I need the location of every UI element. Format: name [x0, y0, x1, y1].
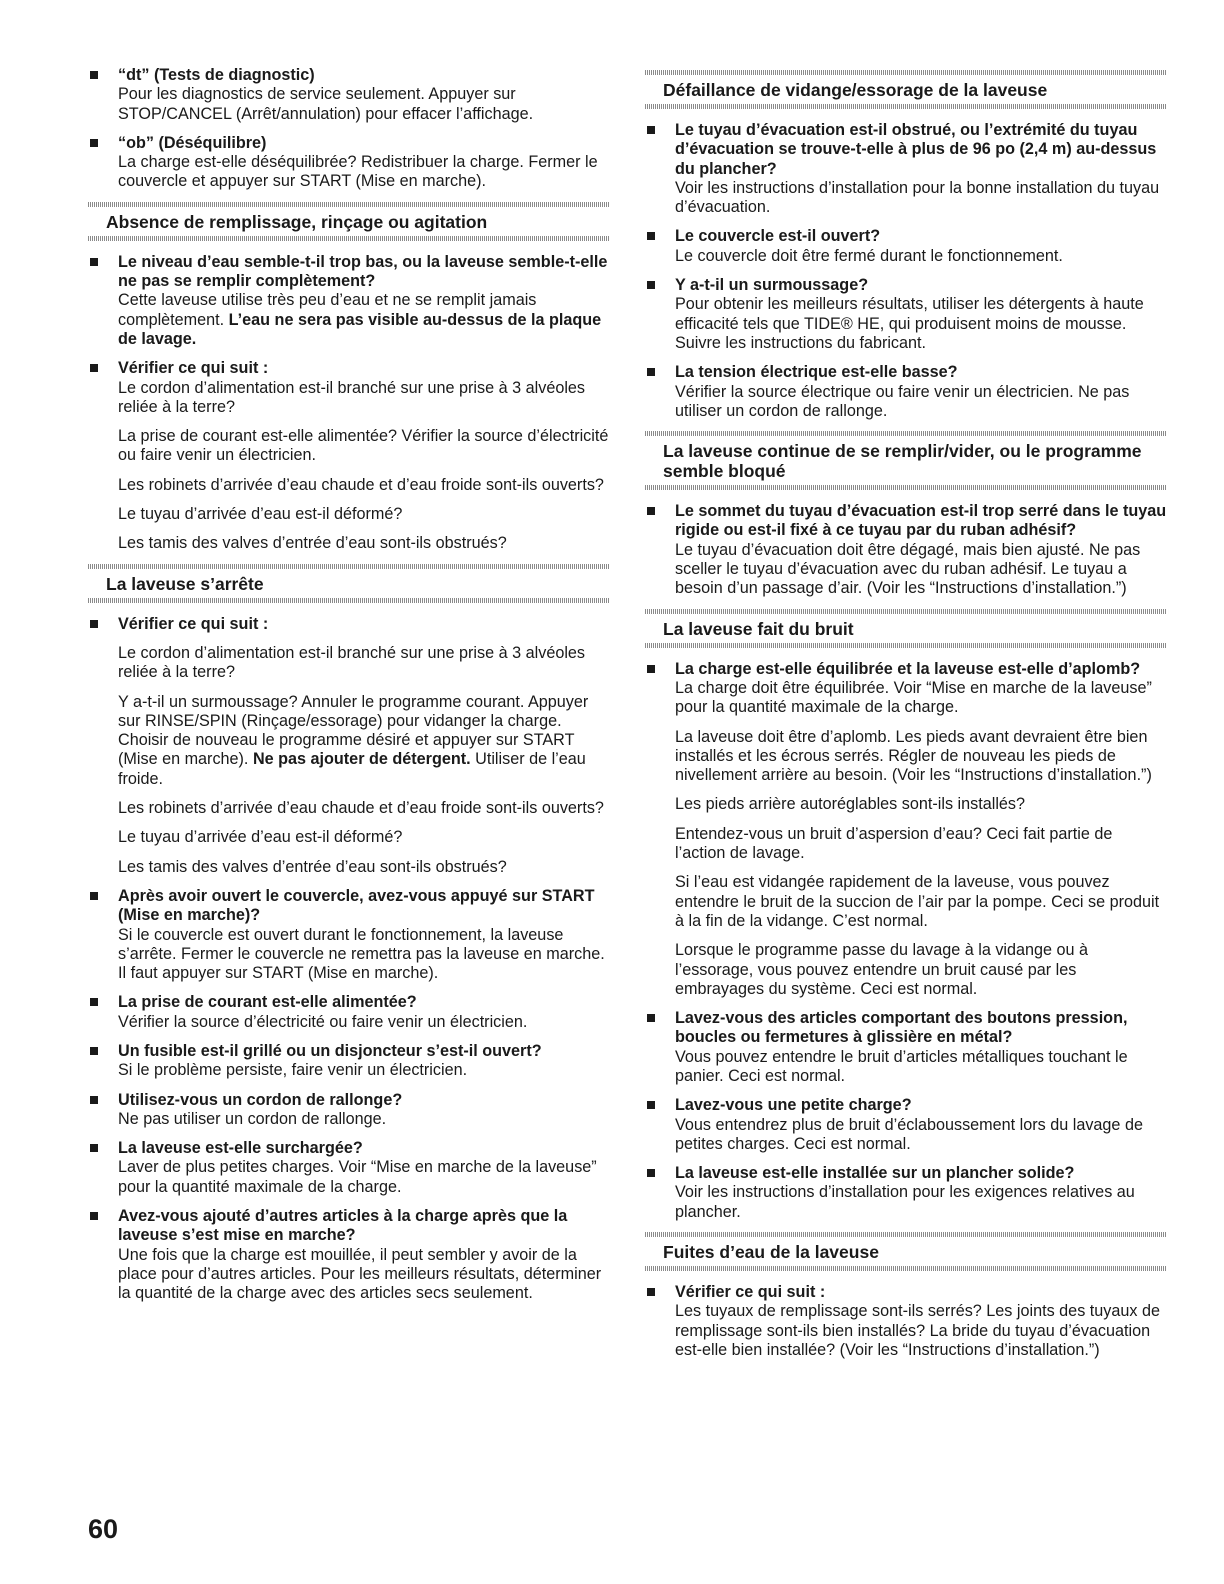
item-question: Vérifier ce qui suit : — [118, 359, 269, 378]
dotted-rule — [645, 485, 1167, 490]
list-item — [645, 1009, 1167, 1086]
list-item — [645, 276, 1167, 353]
item-text: Vérifier la source d’électricité ou faire venir un électricien. — [118, 1012, 528, 1031]
item-text: Le cordon d’alimentation est-il branché sur une prise à 3 alvéoles reliée à la terre? — [118, 378, 586, 416]
item-question: Le sommet du tuyau d’évacuation est-il trop serré dans le tuyau rigide ou est-il fixé à ce tuyau par du ruban adhésif? — [675, 502, 1167, 540]
list-item — [645, 1164, 1167, 1222]
bullet-icon — [90, 998, 98, 1006]
item-text-part: Cette laveuse utilise très peu d’eau et ne se remplit jamais complètement. — [118, 291, 537, 329]
section-title: La laveuse fait du bruit — [663, 618, 854, 639]
bullet-icon — [647, 665, 655, 673]
item-question: “ob” (Déséquilibre) — [118, 133, 267, 152]
item-paragraph — [118, 693, 610, 789]
item-paragraph: Les pieds arrière autoréglables sont-ils installés? — [675, 795, 1026, 814]
bullet-icon — [90, 258, 98, 266]
list-item — [645, 1283, 1167, 1360]
item-question: Vérifier ce qui suit : — [675, 1283, 826, 1302]
item-paragraph: Le tuyau d’arrivée d’eau est-il déformé? — [118, 505, 403, 524]
bullet-icon — [647, 1101, 655, 1109]
section-heading — [88, 202, 610, 241]
item-paragraph: Le tuyau d’arrivée d’eau est-il déformé? — [118, 828, 403, 847]
bullet-icon — [647, 232, 655, 240]
item-paragraph: Les robinets d’arrivée d’eau chaude et d’eau froide sont-ils ouverts? — [118, 799, 604, 818]
item-text-bold: Ne pas ajouter de détergent. — [252, 750, 471, 769]
item-paragraph: Entendez-vous un bruit d’aspersion d’eau? Ceci fait partie de l’action de lavage. — [675, 824, 1113, 863]
dotted-rule — [645, 643, 1167, 648]
item-question: Lavez-vous des articles comportant des boutons pression, boucles ou fermetures à glissière en métal? — [675, 1009, 1128, 1047]
item-text: La charge doit être équilibrée. Voir “Mise en marche de la laveuse” pour la quantité maximale de la charge. — [675, 678, 1152, 717]
item-text — [118, 291, 610, 349]
bullet-icon — [647, 368, 655, 376]
bullet-icon — [647, 281, 655, 289]
section-title: Absence de remplissage, rinçage ou agitation — [106, 211, 488, 232]
left-column — [88, 66, 610, 1314]
item-text: Si le couvercle est ouvert durant le fonctionnement, la laveuse s’arrête. Fermer le couvercle ne remettra pas la laveuse en marche. Il faut appuyer sur START (Mise en marche). — [118, 925, 605, 983]
item-text: Laver de plus petites charges. Voir “Mise en marche de la laveuse” pour la quantité maximale de la charge. — [118, 1158, 597, 1196]
item-paragraph: Le cordon d’alimentation est-il branché sur une prise à 3 alvéoles reliée à la terre? — [118, 643, 586, 682]
item-text: Vous entendrez plus de bruit d’éclaboussement lors du lavage de petites charges. Ceci est normal. — [675, 1115, 1143, 1153]
section-heading — [645, 1232, 1167, 1271]
item-question: Utilisez-vous un cordon de rallonge? — [118, 1090, 403, 1109]
bullet-icon — [90, 364, 98, 372]
item-text: Pour les diagnostics de service seulement. Appuyer sur STOP/CANCEL (Arrêt/annulation) pour effacer l’affichage. — [118, 85, 534, 123]
bullet-icon — [90, 892, 98, 900]
bullet-icon — [647, 1169, 655, 1177]
item-question: Vérifier ce qui suit : — [118, 614, 269, 633]
item-question: La tension électrique est-elle basse? — [675, 363, 958, 382]
item-text: Vous pouvez entendre le bruit d’articles métalliques touchant le panier. Ceci est normal. — [675, 1047, 1128, 1085]
section-heading — [88, 564, 610, 603]
bullet-icon — [647, 1288, 655, 1296]
item-question: Après avoir ouvert le couvercle, avez-vous appuyé sur START (Mise en marche)? — [118, 886, 595, 925]
list-item — [88, 1091, 610, 1130]
list-item — [645, 227, 1167, 266]
item-text: Si le problème persiste, faire venir un électricien. — [118, 1061, 468, 1080]
item-text: Le couvercle doit être fermé durant le fonctionnement. — [675, 246, 1063, 265]
item-question: Le couvercle est-il ouvert? — [675, 227, 881, 246]
section-title: Fuites d’eau de la laveuse — [663, 1242, 879, 1263]
bullet-icon — [647, 126, 655, 134]
bullet-icon — [90, 1096, 98, 1104]
bullet-icon — [90, 1212, 98, 1220]
item-text-bold: L’eau ne sera pas visible au-dessus de la plaque de lavage. — [118, 310, 602, 348]
item-text: Les tuyaux de remplissage sont-ils serrés? Les joints des tuyaux de remplissage sont-ils bien installés? La bride du tuyau d’évacuation est-elle bien installée? (Voir les “Instructions d’installation.”) — [675, 1302, 1160, 1359]
bullet-icon — [90, 1144, 98, 1152]
bullet-icon — [90, 620, 98, 628]
section-title: La laveuse continue de se remplir/vider, ou le programme semble bloqué — [663, 441, 1142, 482]
dotted-rule — [645, 1266, 1167, 1271]
item-question: La laveuse est-elle installée sur un plancher solide? — [675, 1164, 1075, 1183]
item-text-part: Utiliser de l’eau froide. — [118, 750, 586, 788]
bullet-icon — [90, 71, 98, 79]
bullet-icon — [647, 507, 655, 515]
section-title: La laveuse s’arrête — [106, 573, 264, 594]
list-item — [645, 363, 1167, 421]
list-item — [88, 1042, 610, 1081]
section-heading — [645, 431, 1167, 490]
list-item — [645, 121, 1167, 217]
section-heading — [645, 609, 1167, 648]
item-question: Avez-vous ajouté d’autres articles à la charge après que la laveuse s’est mise en marche? — [118, 1207, 568, 1245]
item-paragraph: La prise de courant est-elle alimentée? Vérifier la source d’électricité ou faire venir un électricien. — [118, 427, 609, 465]
list-item — [645, 502, 1167, 598]
item-question: Le niveau d’eau semble-t-il trop bas, ou la laveuse semble-t-elle ne pas se remplir complètement? — [118, 252, 608, 291]
item-paragraph: Lorsque le programme passe du lavage à la vidange ou à l’essorage, vous pouvez entendre un bruit causé par les embrayages du système. Ceci est normal. — [675, 941, 1089, 998]
list-item — [645, 660, 1167, 999]
page-number: 60 — [88, 1514, 119, 1544]
list-item — [88, 66, 610, 124]
item-text: Ne pas utiliser un cordon de rallonge. — [118, 1109, 387, 1128]
section-heading — [645, 70, 1167, 109]
item-text: Vérifier la source électrique ou faire venir un électricien. Ne pas utiliser un cordon de rallonge. — [675, 382, 1130, 420]
item-text: Pour obtenir les meilleurs résultats, utiliser les détergents à haute efficacité tels que TIDE® HE, qui produisent moins de mousse. Suivre les instructions du fabricant. — [675, 295, 1144, 352]
bullet-icon — [90, 1047, 98, 1055]
dotted-rule — [645, 104, 1167, 109]
right-column — [645, 66, 1167, 1370]
list-item — [88, 887, 610, 983]
item-question: Y a-t-il un surmoussage? — [675, 276, 869, 295]
list-item — [88, 993, 610, 1032]
item-question: Un fusible est-il grillé ou un disjoncteur s’est-il ouvert? — [118, 1041, 542, 1060]
item-paragraph: Les robinets d’arrivée d’eau chaude et d’eau froide sont-ils ouverts? — [118, 475, 604, 494]
item-question: Lavez-vous une petite charge? — [675, 1096, 912, 1115]
item-text: Une fois que la charge est mouillée, il peut sembler y avoir de la place pour d’autres articles. Pour les meilleurs résultats, déterminer la quantité de la charge avec des articles secs seulement. — [118, 1245, 602, 1303]
item-question: Le tuyau d’évacuation est-il obstrué, ou l’extrémité du tuyau d’évacuation se trouve-t-elle à plus de 96 po (2,4 m) au-dessus du plancher? — [675, 121, 1157, 178]
item-text: Voir les instructions d’installation pour les exigences relatives au plancher. — [675, 1183, 1135, 1221]
item-paragraph: Les tamis des valves d’entrée d’eau sont-ils obstrués? — [118, 534, 507, 553]
item-question: La laveuse est-elle surchargée? — [118, 1139, 363, 1158]
item-paragraph: La laveuse doit être d’aplomb. Les pieds avant devraient être bien installés et les écrous serrés. Régler de nouveau les pieds de nivellement arrière au besoin. (Voir les “Instructions d’installation.”) — [675, 727, 1152, 785]
item-paragraph: Si l’eau est vidangée rapidement de la laveuse, vous pouvez entendre le bruit de la succion de l’air par la pompe. Ceci se produit à la fin de la vidange. C’est normal. — [675, 873, 1160, 930]
list-item — [88, 615, 610, 877]
item-text: La charge est-elle déséquilibrée? Redistribuer la charge. Fermer le couvercle et appuyer sur START (Mise en marche). — [118, 153, 598, 191]
dotted-rule — [88, 236, 610, 241]
item-question: La prise de courant est-elle alimentée? — [118, 993, 417, 1012]
list-item — [88, 1207, 610, 1303]
bullet-icon — [90, 139, 98, 147]
list-item — [88, 134, 610, 192]
item-question: La charge est-elle équilibrée et la laveuse est-elle d’aplomb? — [675, 659, 1141, 678]
item-paragraph: Les tamis des valves d’entrée d’eau sont-ils obstrués? — [118, 857, 507, 876]
bullet-icon — [647, 1014, 655, 1022]
list-item — [88, 1139, 610, 1197]
item-text: Le tuyau d’évacuation doit être dégagé, mais bien ajusté. Ne pas sceller le tuyau d’évacuation avec du ruban adhésif. Le tuyau a besoin d’un passage d’air. (Voir les “Instructions d’installation.”) — [675, 540, 1141, 598]
dotted-rule — [88, 598, 610, 603]
item-question: “dt” (Tests de diagnostic) — [118, 66, 315, 84]
list-item — [88, 253, 610, 349]
list-item — [88, 359, 610, 553]
item-text-part: Y a-t-il un surmoussage? Annuler le programme courant. Appuyer sur RINSE/SPIN (Rinçage/essorage) pour vidanger la charge. Choisir de nouveau le programme désiré et appuyer sur START (Mise en marche). — [118, 692, 589, 769]
item-text: Voir les instructions d’installation pour la bonne installation du tuyau d’évacuation. — [675, 178, 1160, 217]
section-title: Défaillance de vidange/essorage de la laveuse — [663, 80, 1048, 100]
list-item — [645, 1096, 1167, 1154]
